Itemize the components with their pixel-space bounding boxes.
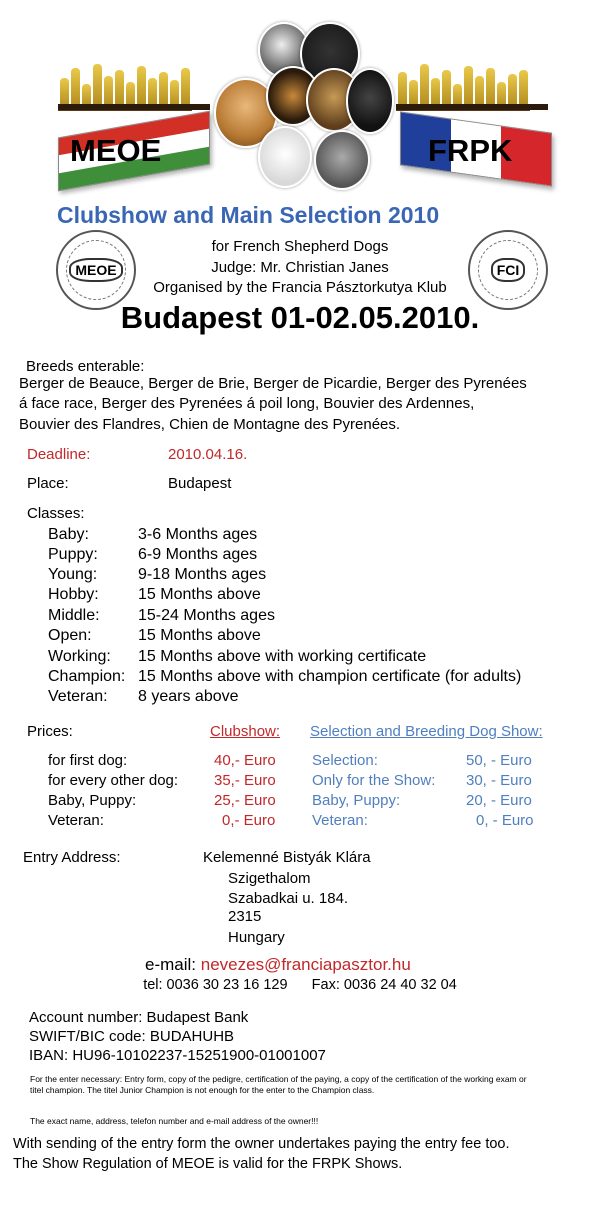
deadline-value: 2010.04.16. [168,446,248,463]
selection-label: Only for the Show: [312,772,436,789]
selection-label: Veteran: [312,812,368,829]
price-label: for first dog: [48,752,128,769]
prices-heading: Prices: [27,723,73,740]
bank-swift: SWIFT/BIC code: BUDAHUHB [29,1028,235,1045]
event-title: Clubshow and Main Selection 2010 [57,202,440,228]
selection-label: Selection: [312,752,378,769]
class-desc: 15-24 Months ages [138,607,275,624]
price-label: Veteran: [48,812,104,829]
class-name: Open: [48,627,92,644]
class-desc: 15 Months above [138,586,261,603]
price-label: Baby, Puppy: [48,792,137,809]
closing-line: With sending of the entry form the owner undertakes paying the entry fee too. [13,1136,510,1152]
selection-price: 20, - Euro [466,792,532,809]
breeds-line: á face race, Berger des Pyrenées á poil long, Bouvier des Ardennes, [19,395,475,412]
class-desc: 15 Months above with working certificate [138,648,427,665]
clubshow-price: 25,- Euro [214,792,276,809]
right-seal-text: FCI [491,258,526,282]
left-seal-text: MEOE [69,258,122,282]
breeds-heading: Breeds enterable: [26,358,145,375]
class-desc: 9-18 Months ages [138,566,267,583]
owner-details-note: The exact name, address, telefon number and e-mail address of the owner!!! [30,1116,319,1126]
closing-line: The Show Regulation of MEOE is valid for the FRPK Shows. [13,1156,403,1172]
selection-price: 0, - Euro [476,812,534,829]
class-desc: 3-6 Months ages [138,526,258,543]
email-line [145,955,411,975]
class-name: Working: [48,648,111,665]
clubshow-price: 40,- Euro [214,752,276,769]
event-city-date: Budapest 01-02.05.2010. [120,300,480,335]
requirements-note: For the enter necessary: Entry form, copy of the pedigre, certification of the paying, a copy of the certification of the working exam or titel champion. The titel Junior Champion is not enough for the enter to the Champion class. [30,1074,527,1095]
class-name: Veteran: [48,688,108,705]
class-name: Baby: [48,526,89,543]
entry-name: Kelemenné Bistyák Klára [203,849,371,866]
clubshow-price: 35,- Euro [214,772,276,789]
price-label: for every other dog: [48,772,179,789]
event-organiser: Organised by the Francia Pásztorkutya Klub [153,279,447,296]
class-name: Hobby: [48,586,99,603]
address-line: Szabadkai u. 184. [228,890,349,907]
bank-iban: IBAN: HU96-10102237-15251900-01001007 [29,1047,326,1064]
class-name: Middle: [48,607,100,624]
email-label: e-mail: [145,955,197,974]
address-line: 2315 [228,908,262,925]
selection-heading: Selection and Breeding Dog Show: [310,723,543,740]
phone-fax-line: tel: 0036 30 23 16 129 Fax: 0036 24 40 32 04 [143,977,457,993]
class-name: Puppy: [48,546,98,563]
class-desc: 8 years above [138,688,239,705]
event-subtitle: for French Shepherd Dogs [211,238,389,255]
place-value: Budapest [168,475,232,492]
event-judge: Judge: Mr. Christian Janes [211,259,389,276]
selection-label: Baby, Puppy: [312,792,401,809]
place-label: Place: [27,475,69,492]
deadline-label: Deadline: [27,446,91,463]
bank-account: Account number: Budapest Bank [29,1009,249,1026]
breeds-line: Bouvier des Flandres, Chien de Montagne des Pyrenées. [19,416,401,433]
class-desc: 15 Months above [138,627,261,644]
address-line: Szigethalom [228,870,311,887]
class-name: Young: [48,566,98,583]
classes-heading: Classes: [27,505,85,522]
class-desc: 15 Months above with champion certificate (for adults) [138,668,522,685]
right-flag-label: FRPK [428,133,513,168]
dog-photo-collage [214,22,386,192]
class-name: Champion: [48,668,126,685]
selection-price: 30, - Euro [466,772,532,789]
left-flag-label: MEOE [70,133,162,168]
breeds-line: Berger de Beauce, Berger de Brie, Berger de Picardie, Berger des Pyrenées [19,375,527,392]
class-desc: 6-9 Months ages [138,546,258,563]
address-line: Hungary [228,929,285,946]
clubshow-price: 0,- Euro [222,812,276,829]
clubshow-heading: Clubshow: [210,723,281,740]
email-link[interactable]: nevezes@franciapasztor.hu [200,955,411,974]
entry-address-label: Entry Address: [23,849,121,866]
selection-price: 50, - Euro [466,752,532,769]
